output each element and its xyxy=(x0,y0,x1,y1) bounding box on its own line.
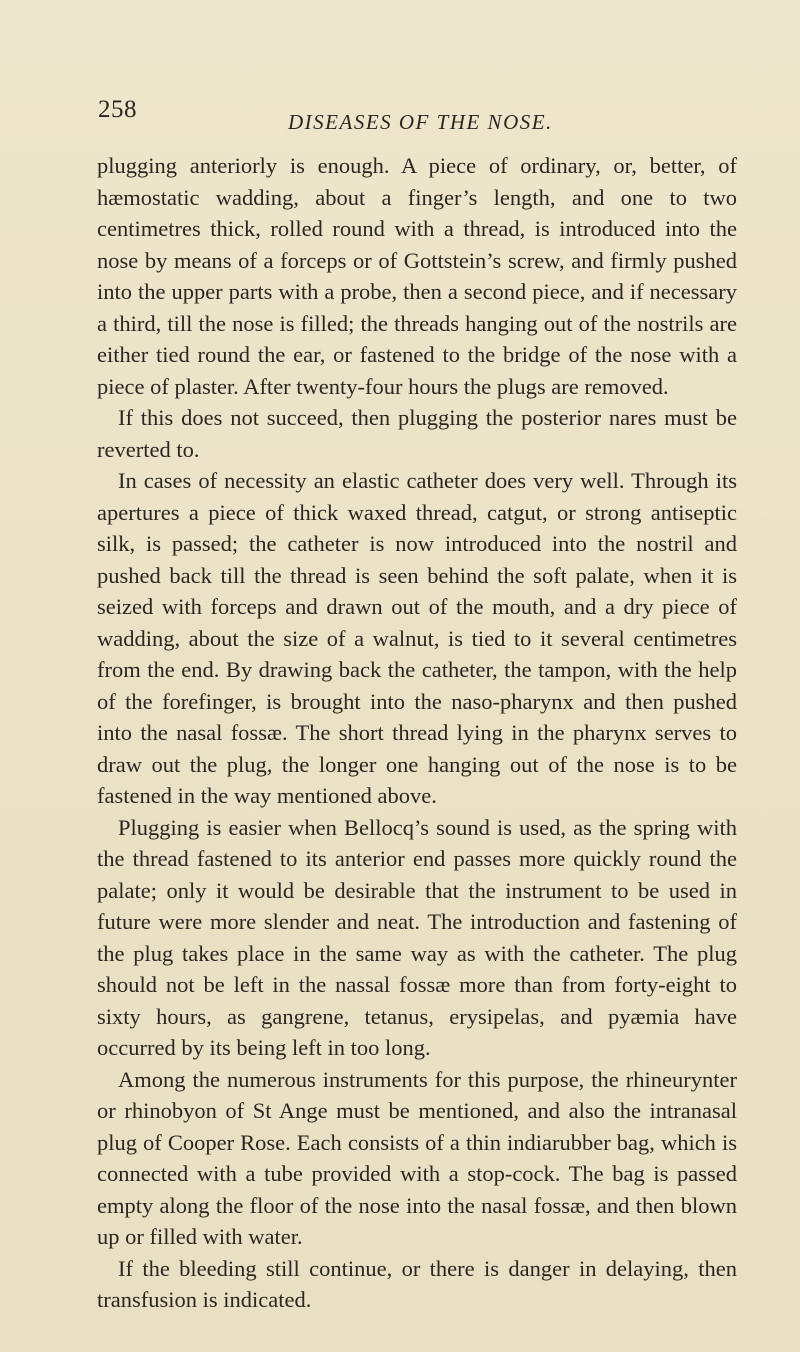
running-head: DISEASES OF THE NOSE. xyxy=(288,110,553,134)
page-header xyxy=(98,96,740,136)
paragraph: If this does not succeed, then plugging the posterior nares must be reverted to. xyxy=(97,405,737,462)
paragraph: Plugging is easier when Bellocq’s sound is used, as the spring with the thread fastened to its anterior end passes more quickly round the palate; only it would be desirable that the instrument to be used in future were more slender and neat. The introduction and fastening of the plug takes place in the same way as with the catheter. The plug should not be left in the nassal fossæ more than from forty-eight to sixty hours, as gangrene, tetanus, erysipelas, and pyæmia have occurred by its being left in too long. xyxy=(97,814,737,1060)
paragraph: Among the numerous instruments for this purpose, the rhineurynter or rhinobyon of St Ange must be mentioned, and also the intranasal plug of Cooper Rose. Each consists of a thin indiarubber bag, which is connected with a tube provided with a stop-cock. The bag is passed empty along the floor of the nose into the nasal fossæ, and then blown up or filled with water. xyxy=(97,1066,737,1249)
body-text xyxy=(97,150,737,1316)
paragraph: If the bleeding still continue, or there is danger in delaying, then transfusion is indicated. xyxy=(97,1255,737,1312)
paragraph: In cases of necessity an elastic catheter does very well. Through its apertures a piece of thick waxed thread, catgut, or strong antiseptic silk, is passed; the catheter is now introduced into the nostril and pushed back till the thread is seen behind the soft palate, when it is seized with forceps and drawn out of the mouth, and a dry piece of wadding, about the size of a walnut, is tied to it several centimetres from the end. By drawing back the catheter, the tampon, with the help of the forefinger, is brought into the naso-pharynx and then pushed into the nasal fossæ. The short thread lying in the pharynx serves to draw out the plug, the longer one hanging out of the nose is to be fastened in the way mentioned above. xyxy=(97,468,737,808)
paragraph: plugging anteriorly is enough. A piece of ordinary, or, better, of hæmostatic wadding, about a finger’s length, and one to two centimetres thick, rolled round with a thread, is introduced into the nose by means of a forceps or of Gottstein’s screw, and firmly pushed into the upper parts with a probe, then a second piece, and if necessary a third, till the nose is filled; the threads hanging out of the nostrils are either tied round the ear, or fastened to the bridge of the nose with a piece of plaster. After twenty-four hours the plugs are removed. xyxy=(97,153,737,399)
page-number: 258 xyxy=(98,96,137,123)
